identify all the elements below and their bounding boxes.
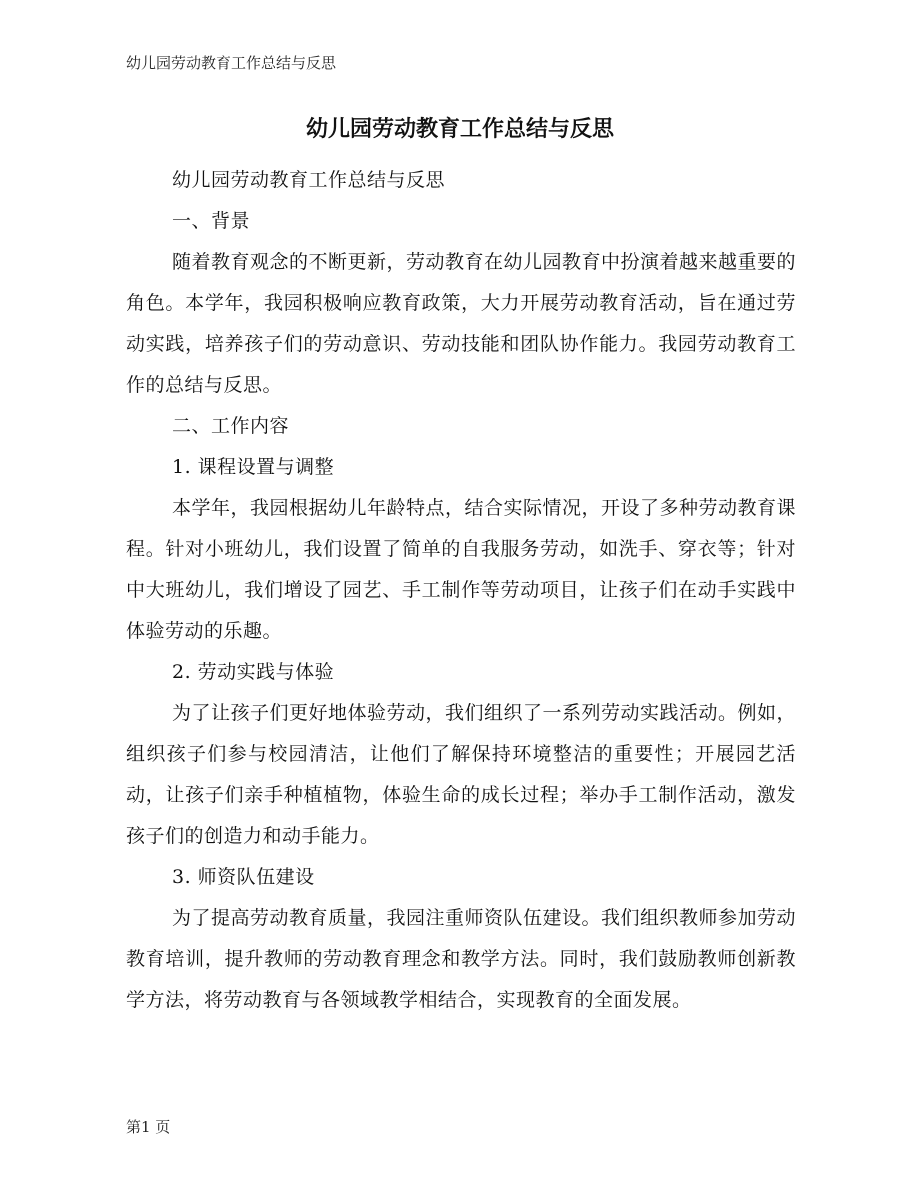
document-title: 幼儿园劳动教育工作总结与反思 (305, 117, 614, 142)
subheading-curriculum: 1. 课程设置与调整 (172, 456, 335, 478)
practice-paragraph: 为了让孩子们更好地体验劳动，我们组织了一系列劳动实践活动。例如，组织孩子们参与校园清洁，让他们了解保持环境整洁的重要性；开展园艺活动，让孩子们亲手种植植物，体验生命的成长过程；举办手工制作活动，激发孩子们的创造力和动手能力。 (126, 702, 797, 847)
page-number: 第1 页 (126, 1118, 171, 1136)
section-heading-work-content: 二、工作内容 (172, 415, 290, 437)
running-header: 幼儿园劳动教育工作总结与反思 (126, 54, 337, 72)
section-heading-background: 一、背景 (172, 210, 251, 232)
teachers-paragraph: 为了提高劳动教育质量，我园注重师资队伍建设。我们组织教师参加劳动教育培训，提升教师的劳动教育理念和教学方法。同时，我们鼓励教师创新教学方法，将劳动教育与各领域教学相结合，实现教育的全面发展。 (126, 907, 797, 1011)
curriculum-paragraph: 本学年，我园根据幼儿年龄特点，结合实际情况，开设了多种劳动教育课程。针对小班幼儿，我们设置了简单的自我服务劳动，如洗手、穿衣等；针对中大班幼儿，我们增设了园艺、手工制作等劳动项目，让孩子们在动手实践中体验劳动的乐趣。 (126, 497, 797, 642)
subheading-practice: 2. 劳动实践与体验 (172, 661, 335, 683)
background-paragraph: 随着教育观念的不断更新，劳动教育在幼儿园教育中扮演着越来越重要的角色。本学年，我园积极响应教育政策，大力开展劳动教育活动，旨在通过劳动实践，培养孩子们的劳动意识、劳动技能和团队协作能力。我园劳动教育工作的总结与反思。 (126, 251, 797, 396)
subtitle-paragraph: 幼儿园劳动教育工作总结与反思 (172, 169, 446, 191)
document-body (126, 160, 796, 1021)
subheading-teachers: 3. 师资队伍建设 (172, 866, 315, 888)
